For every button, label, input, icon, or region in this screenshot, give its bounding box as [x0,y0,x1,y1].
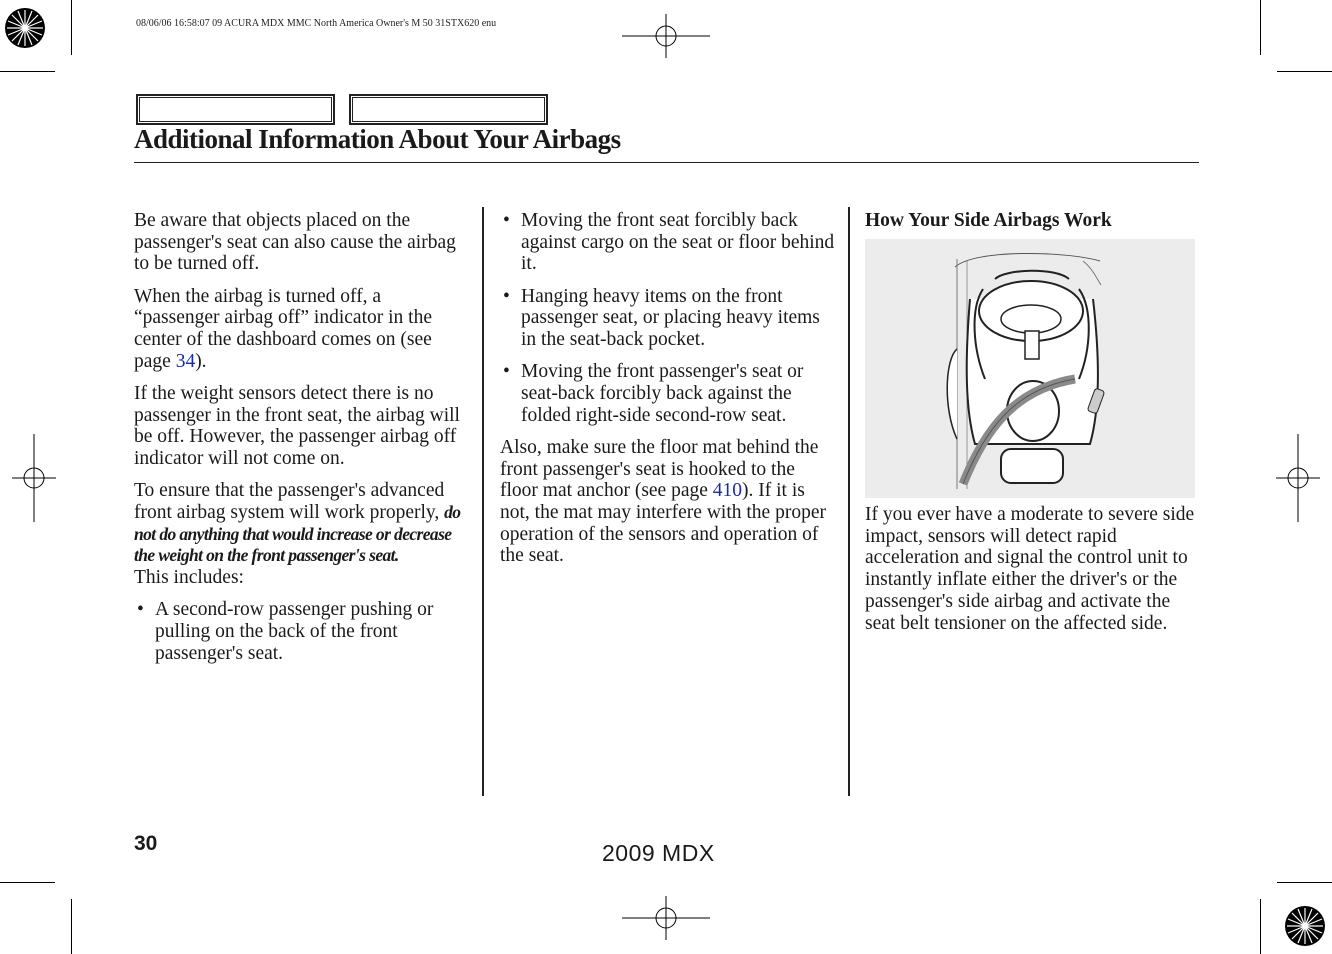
paragraph: If the weight sensors detect there is no passenger in the front seat, the airbag will be off. However, the passenger airbag off indicator will not come on. [134,382,460,470]
section-subheading: How Your Side Airbags Work [865,210,1112,231]
list-item-text: Moving the front passenger's seat or seat-back forcibly back against the folded right-side second-row seat. [521,361,804,426]
list-item-text: A second-row passenger pushing or pulling on the back of the front passenger's seat. [155,599,434,664]
print-header-meta: 08/06/06 16:58:07 09 ACURA MDX MMC North America Owner's M 50 31STX620 enu [136,18,497,29]
column-right-body [865,504,1201,645]
paragraph-text: ). If it is not, the mat may interfere with the proper operation of the sensors and operation of the seat. [500,480,826,567]
registration-crosshair-icon [1276,434,1320,522]
paragraph [134,480,464,589]
list-item [134,599,464,664]
registration-crosshair-icon [12,434,56,522]
column-left [134,210,464,675]
paragraph-text: This includes: [134,567,244,589]
title-divider [134,162,1199,163]
bullet-list [134,599,464,664]
column-divider [848,207,850,796]
paragraph-text: To ensure that the passenger's advanced front airbag system will work properly, [134,480,445,523]
paragraph-text: Also, make sure the floor mat behind the front passenger's seat is hooked to the floor mat anchor (see page [500,436,819,502]
side-airbag-illustration [865,239,1195,498]
registration-sunburst-icon [1284,905,1326,947]
paragraph: Be aware that objects placed on the passenger's seat can also cause the airbag to be turned off. [134,210,456,275]
bullet-icon: • [503,285,510,307]
column-divider [482,207,484,796]
page-title: Additional Information About Your Airbags [134,124,621,154]
list-item [500,210,836,275]
footer-model-label: 2009 MDX [602,840,715,866]
driver-seat-diagram-icon [865,239,1195,498]
paragraph [134,286,464,373]
bullet-icon: • [503,210,510,231]
registration-crosshair-icon [622,14,710,58]
paragraph: If you ever have a moderate to severe side impact, sensors will detect rapid acceleration and signal the control unit to instantly inflate either the driver's or the passenger's side airbag and activate the seat belt tensioner on the affected side. [865,504,1195,634]
section-tab-right[interactable] [349,94,548,125]
page-link-410[interactable]: 410 [712,480,743,502]
page-number: 30 [134,832,158,855]
bullet-icon: • [137,599,144,621]
bullet-list [500,210,836,426]
column-middle [500,210,836,578]
paragraph-text: ). [195,350,207,372]
page-link-34[interactable]: 34 [175,350,196,372]
registration-sunburst-icon [4,7,46,49]
bullet-icon: • [503,361,510,383]
registration-crosshair-icon [622,896,710,940]
list-item [500,361,836,426]
column-right [865,210,1201,238]
list-item-text: Moving the front seat forcibly back against cargo on the seat or floor behind it. [521,210,835,275]
list-item [500,286,836,351]
list-item-text: Hanging heavy items on the front passenger seat, or placing heavy items in the seat-back pocket. [521,285,820,351]
warning-emphasis: do not do anything that would increase or decrease the weight on the front passenger's seat. [134,501,461,566]
section-tab-left[interactable] [136,94,335,125]
paragraph [500,437,836,567]
paragraph-text: When the airbag is turned off, a “passenger airbag off” indicator in the center of the dashboard comes on (see page [134,285,432,372]
